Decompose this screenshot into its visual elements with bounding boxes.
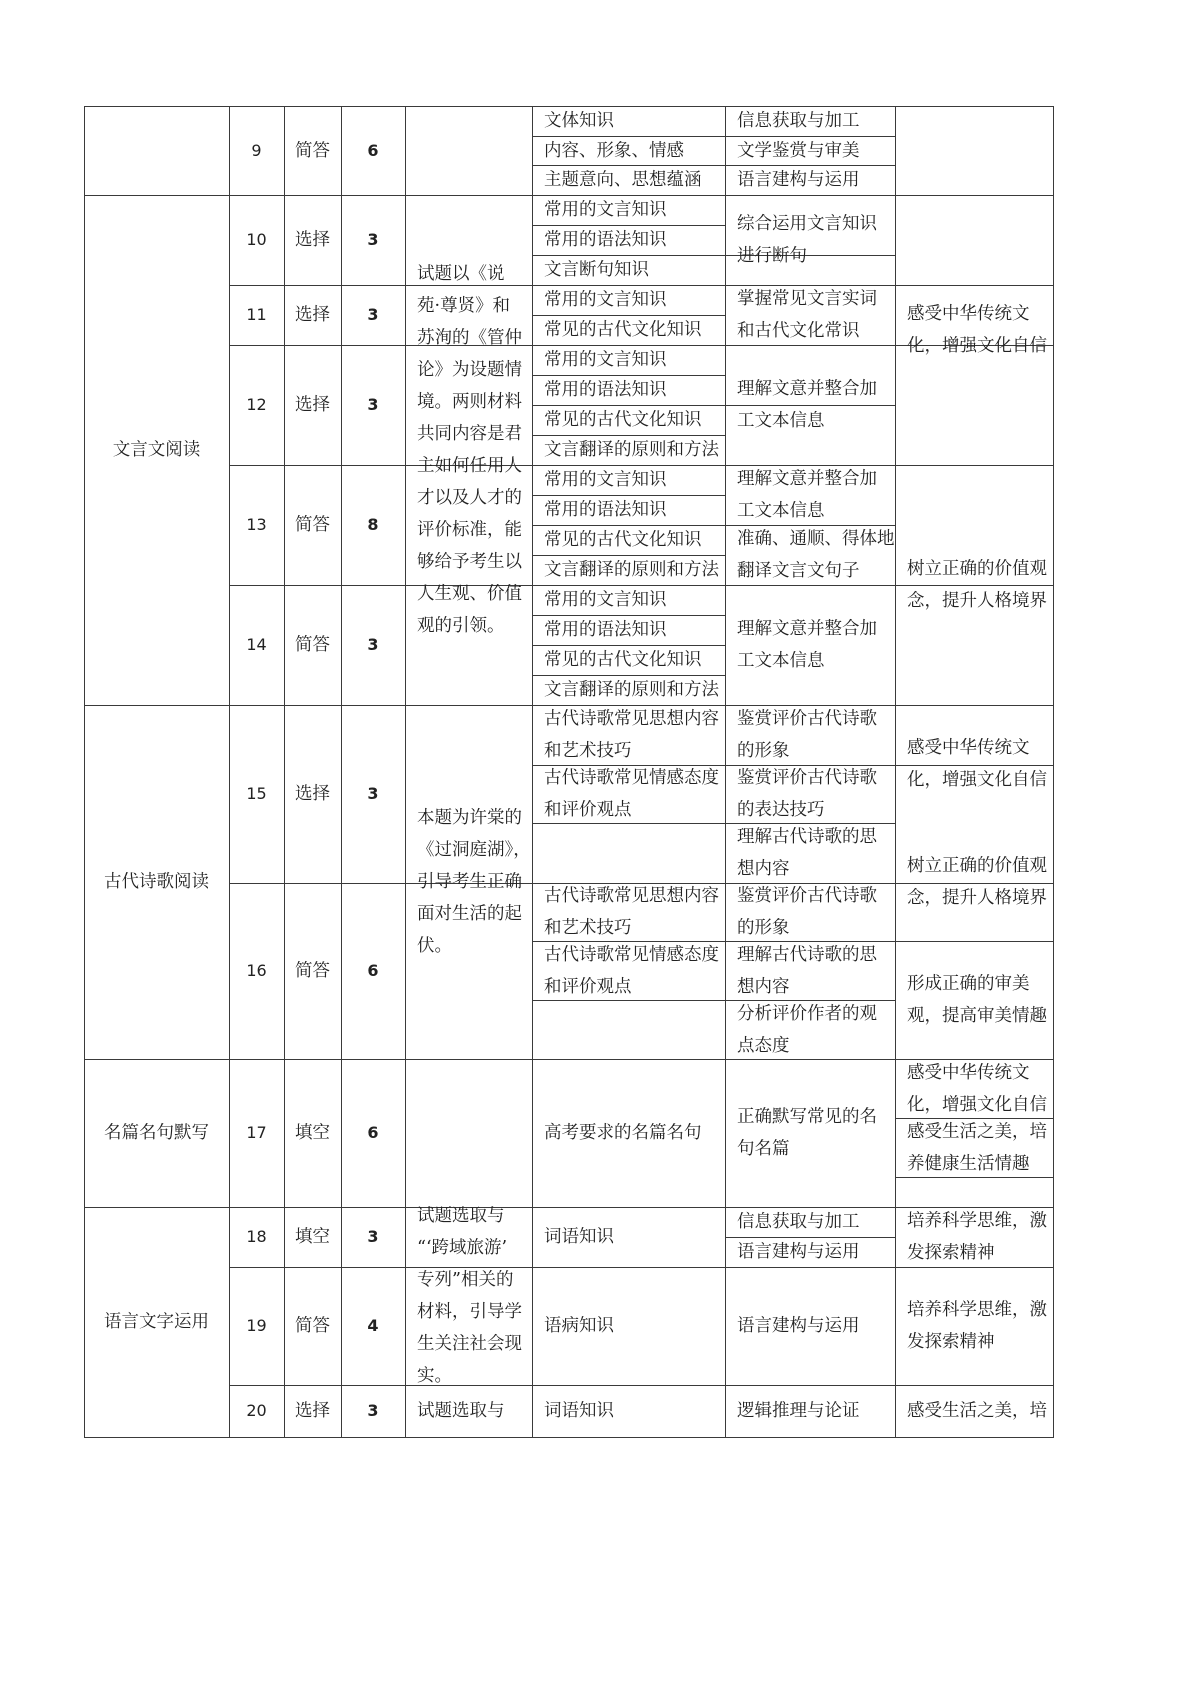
knowledge-point xyxy=(532,106,725,136)
knowledge-point xyxy=(532,941,725,1000)
knowledge-point-text: 常用的文言知识 xyxy=(544,290,667,310)
question-number xyxy=(229,883,284,1059)
knowledge-point-text: 常见的古代文化知识 xyxy=(544,530,702,550)
context-text xyxy=(405,195,532,705)
value-orientation xyxy=(895,465,1053,705)
ability-point-text: 准确、通顺、得体地 翻译文言文句子 xyxy=(737,529,895,581)
knowledge-point-text: 古代诗歌常见情感态度 和评价观点 xyxy=(544,944,719,997)
section-name xyxy=(84,106,229,195)
ability-point-text: 信息获取与加工 xyxy=(737,1212,860,1232)
ability-point-text: 逻辑推理与论证 xyxy=(737,1401,860,1421)
context-text xyxy=(405,705,532,1059)
ability-point-text: 文学鉴赏与审美 xyxy=(737,140,860,161)
knowledge-point-text: 常用的文言知识 xyxy=(544,470,667,490)
knowledge-point xyxy=(532,285,725,315)
question-score-text: 3 xyxy=(367,635,379,654)
knowledge-point xyxy=(532,1207,725,1267)
knowledge-point xyxy=(532,525,725,555)
knowledge-point-text: 文言断句知识 xyxy=(544,260,649,280)
knowledge-point xyxy=(532,705,725,765)
value-orientation xyxy=(895,1059,1053,1118)
knowledge-point-text: 常用的语法知识 xyxy=(544,230,667,250)
table-rule xyxy=(1053,106,1054,1438)
ability-point-text: 语言建构与运用 xyxy=(737,1316,860,1336)
context-text-text: 试题选取与 “‘跨域旅游’ 专列”相关的 材料，引导学 生关注社会现 实。 xyxy=(417,1206,522,1386)
section-name-text: 古代诗歌阅读 xyxy=(104,872,209,892)
question-type xyxy=(284,285,341,345)
knowledge-point-text: 语病知识 xyxy=(544,1316,614,1336)
ability-point-text: 理解古代诗歌的思 想内容 xyxy=(737,944,877,997)
value-orientation xyxy=(895,1207,1053,1267)
question-score-text: 8 xyxy=(367,515,379,534)
question-score xyxy=(341,285,405,345)
knowledge-point-text: 古代诗歌常见思想内容 和艺术技巧 xyxy=(544,886,719,938)
ability-point-text: 理解文意并整合加 工文本信息 xyxy=(737,619,877,671)
ability-point xyxy=(725,136,895,165)
knowledge-point xyxy=(532,645,725,675)
question-type-text: 填空 xyxy=(295,1227,330,1247)
knowledge-point xyxy=(532,195,725,225)
question-number-text: 20 xyxy=(246,1401,267,1420)
ability-point xyxy=(725,941,895,1000)
value-orientation-text: 感受中华传统文 化，增强文化自信 xyxy=(907,738,1047,790)
knowledge-point-text: 常用的文言知识 xyxy=(544,590,667,610)
question-number xyxy=(229,195,284,285)
knowledge-point-text: 古代诗歌常见情感态度 和评价观点 xyxy=(544,768,719,820)
knowledge-point xyxy=(532,495,725,525)
question-score-text: 3 xyxy=(367,230,379,249)
question-type-text: 简答 xyxy=(295,961,330,981)
value-orientation xyxy=(895,1385,1053,1437)
value-orientation xyxy=(895,1118,1053,1177)
knowledge-point xyxy=(532,1385,725,1437)
knowledge-point xyxy=(532,883,725,941)
question-number-text: 19 xyxy=(246,1316,267,1335)
question-number xyxy=(229,345,284,465)
ability-point xyxy=(725,195,895,285)
section-name xyxy=(84,705,229,1059)
question-type-text: 选择 xyxy=(295,395,330,415)
ability-point xyxy=(725,1267,895,1385)
question-number-text: 9 xyxy=(251,140,262,160)
question-score xyxy=(341,1059,405,1207)
question-type-text: 填空 xyxy=(295,1123,330,1143)
ability-point xyxy=(725,1000,895,1059)
ability-point xyxy=(725,285,895,345)
question-score-text: 3 xyxy=(367,395,379,414)
question-type-text: 选择 xyxy=(295,305,330,325)
question-type-text: 选择 xyxy=(295,784,330,804)
value-orientation-text: 感受中华传统文 化，增强文化自信 xyxy=(907,304,1047,356)
question-type xyxy=(284,585,341,705)
question-score xyxy=(341,106,405,195)
ability-point xyxy=(725,1207,895,1237)
question-type xyxy=(284,106,341,195)
ability-point xyxy=(725,823,895,883)
ability-point-text: 鉴赏评价古代诗歌 的形象 xyxy=(737,886,877,938)
knowledge-point xyxy=(532,555,725,585)
knowledge-point-text: 常见的古代文化知识 xyxy=(544,410,702,430)
value-orientation-text: 树立正确的价值观 念，提升人格境界 xyxy=(907,856,1047,908)
question-score xyxy=(341,1385,405,1437)
ability-point-text: 综合运用文言知识 进行断句 xyxy=(737,214,877,266)
question-number-text: 14 xyxy=(246,635,267,654)
ability-point xyxy=(725,345,895,465)
question-type-text: 选择 xyxy=(295,1401,330,1421)
question-score xyxy=(341,195,405,285)
question-number xyxy=(229,1059,284,1207)
question-score-text: 3 xyxy=(367,1227,379,1246)
ability-point-text: 语言建构与运用 xyxy=(737,1242,860,1262)
question-number xyxy=(229,106,284,195)
question-number xyxy=(229,1385,284,1437)
question-type xyxy=(284,705,341,883)
question-score xyxy=(341,345,405,465)
value-orientation xyxy=(895,195,1053,465)
question-type-text: 简答 xyxy=(295,1316,330,1336)
question-number xyxy=(229,585,284,705)
question-score-text: 6 xyxy=(367,140,379,160)
knowledge-point xyxy=(532,225,725,255)
question-score xyxy=(341,465,405,585)
question-number-text: 16 xyxy=(246,961,267,980)
ability-point xyxy=(725,106,895,136)
question-score xyxy=(341,585,405,705)
question-type-text: 选择 xyxy=(295,230,330,250)
knowledge-point xyxy=(532,435,725,465)
knowledge-point-text: 文言翻译的原则和方法 xyxy=(544,680,719,700)
ability-point-text: 语言建构与运用 xyxy=(737,170,860,190)
knowledge-point xyxy=(532,765,725,823)
knowledge-point xyxy=(532,375,725,405)
ability-point-text: 理解古代诗歌的思 想内容 xyxy=(737,827,877,879)
section-name-text: 语言文字运用 xyxy=(104,1312,209,1332)
knowledge-point xyxy=(532,255,725,285)
question-score xyxy=(341,883,405,1059)
ability-point xyxy=(725,765,895,823)
question-type xyxy=(284,345,341,465)
knowledge-point-text: 文言翻译的原则和方法 xyxy=(544,440,719,460)
knowledge-point xyxy=(532,405,725,435)
value-orientation-text: 培养科学思维，激 发探索精神 xyxy=(907,1211,1047,1263)
question-number-text: 11 xyxy=(246,305,267,324)
question-type xyxy=(284,1267,341,1385)
context-text xyxy=(405,1207,532,1385)
knowledge-point xyxy=(532,136,725,165)
knowledge-point xyxy=(532,465,725,495)
value-orientation-text: 树立正确的价值观 念，提升人格境界 xyxy=(907,559,1047,611)
ability-point xyxy=(725,1237,895,1267)
value-orientation xyxy=(895,823,1053,941)
ability-point xyxy=(725,465,895,525)
ability-point xyxy=(725,705,895,765)
question-number-text: 17 xyxy=(246,1123,267,1142)
value-orientation-text: 感受中华传统文 化，增强文化自信 xyxy=(907,1062,1047,1115)
ability-point-text: 鉴赏评价古代诗歌 的表达技巧 xyxy=(737,768,877,820)
value-orientation xyxy=(895,1267,1053,1385)
knowledge-point xyxy=(532,1267,725,1385)
value-orientation-text: 形成正确的审美 观，提高审美情趣 xyxy=(907,974,1047,1026)
question-number xyxy=(229,285,284,345)
ability-point xyxy=(725,525,895,585)
question-score-text: 3 xyxy=(367,1401,379,1420)
ability-point xyxy=(725,585,895,705)
knowledge-point-text: 常用的语法知识 xyxy=(544,380,667,400)
ability-point-text: 分析评价作者的观 点态度 xyxy=(737,1003,877,1056)
context-text-text: 试题选取与 xyxy=(417,1401,505,1421)
question-type xyxy=(284,1385,341,1437)
ability-point xyxy=(725,883,895,941)
question-number-text: 15 xyxy=(246,784,267,803)
question-score-text: 6 xyxy=(367,1123,379,1142)
knowledge-point-text: 常用的文言知识 xyxy=(544,350,667,370)
knowledge-point-text: 常见的古代文化知识 xyxy=(544,320,702,340)
question-number-text: 10 xyxy=(246,230,267,249)
section-name xyxy=(84,195,229,705)
ability-point xyxy=(725,1385,895,1437)
knowledge-point-text: 词语知识 xyxy=(544,1401,614,1421)
knowledge-point-text: 常用的语法知识 xyxy=(544,620,667,640)
section-name xyxy=(84,1059,229,1207)
knowledge-point-text: 文体知识 xyxy=(544,111,614,131)
context-text xyxy=(405,1385,532,1437)
question-type xyxy=(284,195,341,285)
ability-point xyxy=(725,1059,895,1207)
knowledge-point-text: 常用的文言知识 xyxy=(544,200,667,220)
ability-point-text: 理解文意并整合加 工文本信息 xyxy=(737,379,877,431)
section-name-text: 名篇名句默写 xyxy=(104,1123,209,1143)
value-orientation xyxy=(895,941,1053,1059)
knowledge-point xyxy=(532,1059,725,1207)
knowledge-point xyxy=(532,345,725,375)
question-number xyxy=(229,1267,284,1385)
ability-point-text: 正确默写常见的名 句名篇 xyxy=(737,1107,877,1159)
ability-point-text: 理解文意并整合加 工文本信息 xyxy=(737,469,877,521)
ability-point-text: 掌握常见文言实词 和古代文化常识 xyxy=(737,289,877,341)
question-score-text: 3 xyxy=(367,784,379,803)
knowledge-point-text: 常见的古代文化知识 xyxy=(544,650,702,670)
question-score-text: 4 xyxy=(367,1316,379,1335)
ability-point-text: 信息获取与加工 xyxy=(737,111,860,131)
question-type xyxy=(284,883,341,1059)
question-number xyxy=(229,465,284,585)
knowledge-point-text: 古代诗歌常见思想内容 和艺术技巧 xyxy=(544,709,719,761)
knowledge-point xyxy=(532,315,725,345)
question-type xyxy=(284,465,341,585)
knowledge-point xyxy=(532,165,725,195)
question-score xyxy=(341,1267,405,1385)
knowledge-point-text: 词语知识 xyxy=(544,1227,614,1247)
question-number-text: 18 xyxy=(246,1227,267,1246)
question-type-text: 简答 xyxy=(295,635,330,655)
question-type-text: 简答 xyxy=(295,140,330,161)
question-number xyxy=(229,705,284,883)
value-orientation-text: 培养科学思维，激 发探索精神 xyxy=(907,1300,1047,1352)
question-type xyxy=(284,1207,341,1267)
value-orientation-text: 感受生活之美，培 养健康生活情趣 xyxy=(907,1121,1047,1174)
knowledge-point xyxy=(532,585,725,615)
section-name-text: 文言文阅读 xyxy=(112,440,201,460)
knowledge-point-text: 文言翻译的原则和方法 xyxy=(544,560,719,580)
value-orientation-text: 感受生活之美，培 xyxy=(907,1401,1047,1421)
knowledge-point-text: 常用的语法知识 xyxy=(544,500,667,520)
question-number-text: 13 xyxy=(246,515,267,534)
knowledge-point-text: 高考要求的名篇名句 xyxy=(544,1123,702,1143)
ability-point xyxy=(725,165,895,195)
question-number-text: 12 xyxy=(246,395,267,414)
section-name xyxy=(84,1207,229,1437)
knowledge-point-text: 主题意向、思想蕴涵 xyxy=(544,170,702,190)
question-type-text: 简答 xyxy=(295,515,330,535)
knowledge-point xyxy=(532,615,725,645)
question-score-text: 6 xyxy=(367,961,379,980)
knowledge-point xyxy=(532,675,725,705)
question-score-text: 3 xyxy=(367,305,379,324)
context-text-text: 试题以《说 苑·尊贤》和 苏洵的《管仲 论》为设题情 境。两则材料 共同内容是君 主如何任用人 才以及人才的 评价标准，能 够给予考生以 人生观、价值 观的引领。 xyxy=(417,264,522,636)
value-orientation xyxy=(895,705,1053,823)
question-score xyxy=(341,705,405,883)
context-text-text: 本题为许棠的 《过洞庭湖》， 引导考生正确 面对生活的起 伏。 xyxy=(417,808,531,956)
question-number xyxy=(229,1207,284,1267)
question-score xyxy=(341,1207,405,1267)
table-rule xyxy=(84,1437,1054,1438)
question-type xyxy=(284,1059,341,1207)
ability-point-text: 鉴赏评价古代诗歌 的形象 xyxy=(737,709,877,761)
knowledge-point-text: 内容、形象、情感 xyxy=(544,140,684,161)
